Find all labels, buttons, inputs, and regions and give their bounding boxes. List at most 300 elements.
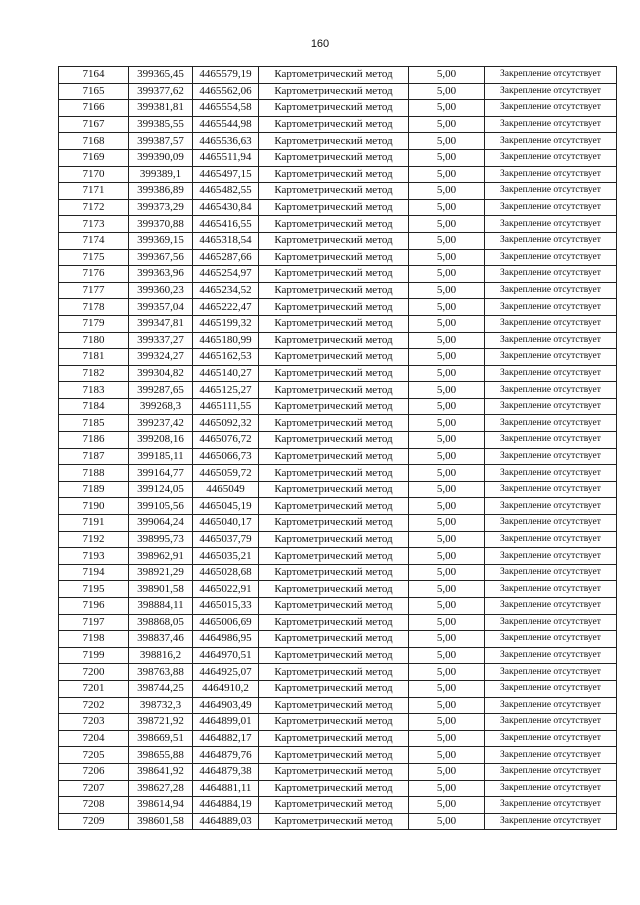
y-coordinate-cell: 4465430,84 [193,199,259,216]
x-coordinate-cell: 399164,77 [129,465,193,482]
method-cell: Картометрический метод [259,83,409,100]
fixing-description-cell: Закрепление отсутствует [485,149,617,166]
accuracy-cell: 5,00 [409,481,485,498]
accuracy-cell: 5,00 [409,664,485,681]
method-cell: Картометрический метод [259,797,409,814]
table-row [59,116,617,133]
x-coordinate-cell: 398669,51 [129,730,193,747]
point-number-cell: 7201 [59,680,129,697]
accuracy-cell: 5,00 [409,680,485,697]
table-row [59,697,617,714]
fixing-description-cell: Закрепление отсутствует [485,299,617,316]
accuracy-cell: 5,00 [409,365,485,382]
table-row [59,398,617,415]
method-cell: Картометрический метод [259,697,409,714]
y-coordinate-cell: 4465222,47 [193,299,259,316]
method-cell: Картометрический метод [259,67,409,84]
point-number-cell: 7191 [59,515,129,532]
y-coordinate-cell: 4465536,63 [193,133,259,150]
point-number-cell: 7170 [59,166,129,183]
table-row [59,365,617,382]
fixing-description-cell: Закрепление отсутствует [485,432,617,449]
x-coordinate-cell: 398837,46 [129,631,193,648]
y-coordinate-cell: 4465562,06 [193,83,259,100]
table-row [59,564,617,581]
accuracy-cell: 5,00 [409,133,485,150]
accuracy-cell: 5,00 [409,266,485,283]
method-cell: Картометрический метод [259,199,409,216]
accuracy-cell: 5,00 [409,432,485,449]
y-coordinate-cell: 4465511,94 [193,149,259,166]
table-row [59,166,617,183]
method-cell: Картометрический метод [259,763,409,780]
table-row [59,282,617,299]
accuracy-cell: 5,00 [409,465,485,482]
x-coordinate-cell: 399105,56 [129,498,193,515]
table-row [59,664,617,681]
y-coordinate-cell: 4465180,99 [193,332,259,349]
point-number-cell: 7175 [59,249,129,266]
point-number-cell: 7198 [59,631,129,648]
table-row [59,531,617,548]
table-row [59,216,617,233]
method-cell: Картометрический метод [259,498,409,515]
table-row [59,813,617,830]
table-row [59,249,617,266]
method-cell: Картометрический метод [259,747,409,764]
point-number-cell: 7176 [59,266,129,283]
method-cell: Картометрический метод [259,680,409,697]
table-row [59,299,617,316]
accuracy-cell: 5,00 [409,249,485,266]
x-coordinate-cell: 399389,1 [129,166,193,183]
y-coordinate-cell: 4465035,21 [193,548,259,565]
x-coordinate-cell: 399387,57 [129,133,193,150]
point-number-cell: 7207 [59,780,129,797]
method-cell: Картометрический метод [259,614,409,631]
y-coordinate-cell: 4464970,51 [193,647,259,664]
x-coordinate-cell: 399360,23 [129,282,193,299]
accuracy-cell: 5,00 [409,564,485,581]
accuracy-cell: 5,00 [409,183,485,200]
x-coordinate-cell: 398921,29 [129,564,193,581]
accuracy-cell: 5,00 [409,581,485,598]
table-row [59,481,617,498]
method-cell: Картометрический метод [259,415,409,432]
x-coordinate-cell: 398744,25 [129,680,193,697]
method-cell: Картометрический метод [259,398,409,415]
point-number-cell: 7203 [59,714,129,731]
y-coordinate-cell: 4464879,38 [193,763,259,780]
y-coordinate-cell: 4465482,55 [193,183,259,200]
x-coordinate-cell: 398901,58 [129,581,193,598]
method-cell: Картометрический метод [259,631,409,648]
fixing-description-cell: Закрепление отсутствует [485,581,617,598]
point-number-cell: 7180 [59,332,129,349]
x-coordinate-cell: 399365,45 [129,67,193,84]
point-number-cell: 7204 [59,730,129,747]
table-row [59,498,617,515]
fixing-description-cell: Закрепление отсутствует [485,714,617,731]
x-coordinate-cell: 399268,3 [129,398,193,415]
fixing-description-cell: Закрепление отсутствует [485,199,617,216]
point-number-cell: 7173 [59,216,129,233]
y-coordinate-cell: 4465022,91 [193,581,259,598]
accuracy-cell: 5,00 [409,166,485,183]
fixing-description-cell: Закрепление отсутствует [485,249,617,266]
fixing-description-cell: Закрепление отсутствует [485,813,617,830]
y-coordinate-cell: 4464899,01 [193,714,259,731]
y-coordinate-cell: 4465579,19 [193,67,259,84]
accuracy-cell: 5,00 [409,100,485,117]
x-coordinate-cell: 398627,28 [129,780,193,797]
table-row [59,382,617,399]
fixing-description-cell: Закрепление отсутствует [485,349,617,366]
method-cell: Картометрический метод [259,299,409,316]
table-row [59,465,617,482]
fixing-description-cell: Закрепление отсутствует [485,763,617,780]
fixing-description-cell: Закрепление отсутствует [485,780,617,797]
x-coordinate-cell: 399347,81 [129,315,193,332]
point-number-cell: 7208 [59,797,129,814]
table-row [59,614,617,631]
point-number-cell: 7168 [59,133,129,150]
table-row [59,415,617,432]
method-cell: Картометрический метод [259,432,409,449]
table-row [59,763,617,780]
y-coordinate-cell: 4465006,69 [193,614,259,631]
point-number-cell: 7206 [59,763,129,780]
accuracy-cell: 5,00 [409,349,485,366]
point-number-cell: 7167 [59,116,129,133]
accuracy-cell: 5,00 [409,515,485,532]
y-coordinate-cell: 4465076,72 [193,432,259,449]
y-coordinate-cell: 4465028,68 [193,564,259,581]
method-cell: Картометрический метод [259,382,409,399]
fixing-description-cell: Закрепление отсутствует [485,730,617,747]
fixing-description-cell: Закрепление отсутствует [485,232,617,249]
point-number-cell: 7171 [59,183,129,200]
point-number-cell: 7169 [59,149,129,166]
fixing-description-cell: Закрепление отсутствует [485,183,617,200]
table-row [59,83,617,100]
fixing-description-cell: Закрепление отсутствует [485,100,617,117]
accuracy-cell: 5,00 [409,697,485,714]
method-cell: Картометрический метод [259,183,409,200]
y-coordinate-cell: 4465059,72 [193,465,259,482]
x-coordinate-cell: 399287,65 [129,382,193,399]
x-coordinate-cell: 399185,11 [129,448,193,465]
fixing-description-cell: Закрепление отсутствует [485,747,617,764]
x-coordinate-cell: 398995,73 [129,531,193,548]
fixing-description-cell: Закрепление отсутствует [485,116,617,133]
method-cell: Картометрический метод [259,266,409,283]
y-coordinate-cell: 4465125,27 [193,382,259,399]
y-coordinate-cell: 4465199,32 [193,315,259,332]
method-cell: Картометрический метод [259,282,409,299]
y-coordinate-cell: 4464879,76 [193,747,259,764]
y-coordinate-cell: 4465554,58 [193,100,259,117]
y-coordinate-cell: 4465287,66 [193,249,259,266]
y-coordinate-cell: 4465140,27 [193,365,259,382]
fixing-description-cell: Закрепление отсутствует [485,631,617,648]
point-number-cell: 7165 [59,83,129,100]
fixing-description-cell: Закрепление отсутствует [485,83,617,100]
method-cell: Картометрический метод [259,813,409,830]
fixing-description-cell: Закрепление отсутствует [485,67,617,84]
fixing-description-cell: Закрепление отсутствует [485,680,617,697]
point-number-cell: 7166 [59,100,129,117]
x-coordinate-cell: 398641,92 [129,763,193,780]
accuracy-cell: 5,00 [409,531,485,548]
y-coordinate-cell: 4464910,2 [193,680,259,697]
y-coordinate-cell: 4465092,32 [193,415,259,432]
fixing-description-cell: Закрепление отсутствует [485,282,617,299]
x-coordinate-cell: 399124,05 [129,481,193,498]
point-number-cell: 7202 [59,697,129,714]
accuracy-cell: 5,00 [409,797,485,814]
accuracy-cell: 5,00 [409,216,485,233]
y-coordinate-cell: 4464889,03 [193,813,259,830]
table-row [59,730,617,747]
fixing-description-cell: Закрепление отсутствует [485,515,617,532]
point-number-cell: 7174 [59,232,129,249]
accuracy-cell: 5,00 [409,598,485,615]
x-coordinate-cell: 399357,04 [129,299,193,316]
fixing-description-cell: Закрепление отсутствует [485,797,617,814]
fixing-description-cell: Закрепление отсутствует [485,216,617,233]
method-cell: Картометрический метод [259,481,409,498]
table-row [59,548,617,565]
method-cell: Картометрический метод [259,232,409,249]
table-row [59,315,617,332]
x-coordinate-cell: 398763,88 [129,664,193,681]
y-coordinate-cell: 4465254,97 [193,266,259,283]
table-row [59,647,617,664]
x-coordinate-cell: 399304,82 [129,365,193,382]
coordinates-table-body [59,67,617,830]
x-coordinate-cell: 399369,15 [129,232,193,249]
point-number-cell: 7186 [59,432,129,449]
accuracy-cell: 5,00 [409,149,485,166]
accuracy-cell: 5,00 [409,67,485,84]
x-coordinate-cell: 398614,94 [129,797,193,814]
y-coordinate-cell: 4465318,54 [193,232,259,249]
method-cell: Картометрический метод [259,315,409,332]
method-cell: Картометрический метод [259,365,409,382]
fixing-description-cell: Закрепление отсутствует [485,415,617,432]
point-number-cell: 7200 [59,664,129,681]
fixing-description-cell: Закрепление отсутствует [485,332,617,349]
fixing-description-cell: Закрепление отсутствует [485,465,617,482]
point-number-cell: 7199 [59,647,129,664]
fixing-description-cell: Закрепление отсутствует [485,448,617,465]
fixing-description-cell: Закрепление отсутствует [485,664,617,681]
table-row [59,515,617,532]
table-row [59,149,617,166]
point-number-cell: 7197 [59,614,129,631]
method-cell: Картометрический метод [259,349,409,366]
table-row [59,266,617,283]
x-coordinate-cell: 398962,91 [129,548,193,565]
point-number-cell: 7190 [59,498,129,515]
point-number-cell: 7183 [59,382,129,399]
accuracy-cell: 5,00 [409,714,485,731]
point-number-cell: 7164 [59,67,129,84]
table-row [59,183,617,200]
accuracy-cell: 5,00 [409,315,485,332]
method-cell: Картометрический метод [259,780,409,797]
x-coordinate-cell: 398721,92 [129,714,193,731]
point-number-cell: 7194 [59,564,129,581]
fixing-description-cell: Закрепление отсутствует [485,531,617,548]
x-coordinate-cell: 399337,27 [129,332,193,349]
fixing-description-cell: Закрепление отсутствует [485,382,617,399]
point-number-cell: 7185 [59,415,129,432]
x-coordinate-cell: 399208,16 [129,432,193,449]
page-number: 160 [310,38,330,50]
method-cell: Картометрический метод [259,664,409,681]
x-coordinate-cell: 398732,3 [129,697,193,714]
x-coordinate-cell: 399386,89 [129,183,193,200]
x-coordinate-cell: 399381,81 [129,100,193,117]
table-row [59,780,617,797]
x-coordinate-cell: 399064,24 [129,515,193,532]
fixing-description-cell: Закрепление отсутствует [485,166,617,183]
method-cell: Картометрический метод [259,216,409,233]
table-row [59,100,617,117]
table-row [59,199,617,216]
y-coordinate-cell: 4464925,07 [193,664,259,681]
accuracy-cell: 5,00 [409,647,485,664]
x-coordinate-cell: 398655,88 [129,747,193,764]
point-number-cell: 7195 [59,581,129,598]
y-coordinate-cell: 4465111,55 [193,398,259,415]
point-number-cell: 7178 [59,299,129,316]
point-number-cell: 7205 [59,747,129,764]
point-number-cell: 7192 [59,531,129,548]
point-number-cell: 7182 [59,365,129,382]
x-coordinate-cell: 399367,56 [129,249,193,266]
point-number-cell: 7184 [59,398,129,415]
accuracy-cell: 5,00 [409,747,485,764]
point-number-cell: 7188 [59,465,129,482]
y-coordinate-cell: 4465037,79 [193,531,259,548]
accuracy-cell: 5,00 [409,382,485,399]
accuracy-cell: 5,00 [409,83,485,100]
table-row [59,133,617,150]
point-number-cell: 7187 [59,448,129,465]
method-cell: Картометрический метод [259,647,409,664]
accuracy-cell: 5,00 [409,116,485,133]
method-cell: Картометрический метод [259,564,409,581]
accuracy-cell: 5,00 [409,813,485,830]
method-cell: Картометрический метод [259,100,409,117]
x-coordinate-cell: 398816,2 [129,647,193,664]
method-cell: Картометрический метод [259,730,409,747]
method-cell: Картометрический метод [259,598,409,615]
x-coordinate-cell: 399237,42 [129,415,193,432]
y-coordinate-cell: 4465045,19 [193,498,259,515]
y-coordinate-cell: 4464884,19 [193,797,259,814]
accuracy-cell: 5,00 [409,631,485,648]
table-row [59,797,617,814]
point-number-cell: 7193 [59,548,129,565]
method-cell: Картометрический метод [259,448,409,465]
point-number-cell: 7209 [59,813,129,830]
point-number-cell: 7181 [59,349,129,366]
fixing-description-cell: Закрепление отсутствует [485,564,617,581]
accuracy-cell: 5,00 [409,199,485,216]
method-cell: Картометрический метод [259,166,409,183]
y-coordinate-cell: 4465497,15 [193,166,259,183]
x-coordinate-cell: 399377,62 [129,83,193,100]
y-coordinate-cell: 4465049 [193,481,259,498]
accuracy-cell: 5,00 [409,398,485,415]
y-coordinate-cell: 4464881,11 [193,780,259,797]
y-coordinate-cell: 4465040,17 [193,515,259,532]
table-row [59,714,617,731]
y-coordinate-cell: 4464986,95 [193,631,259,648]
method-cell: Картометрический метод [259,116,409,133]
fixing-description-cell: Закрепление отсутствует [485,697,617,714]
accuracy-cell: 5,00 [409,763,485,780]
x-coordinate-cell: 399363,96 [129,266,193,283]
fixing-description-cell: Закрепление отсутствует [485,647,617,664]
fixing-description-cell: Закрепление отсутствует [485,598,617,615]
point-number-cell: 7196 [59,598,129,615]
accuracy-cell: 5,00 [409,299,485,316]
fixing-description-cell: Закрепление отсутствует [485,133,617,150]
method-cell: Картометрический метод [259,548,409,565]
table-row [59,581,617,598]
table-row [59,680,617,697]
fixing-description-cell: Закрепление отсутствует [485,266,617,283]
accuracy-cell: 5,00 [409,614,485,631]
table-row [59,747,617,764]
fixing-description-cell: Закрепление отсутствует [485,548,617,565]
x-coordinate-cell: 398868,05 [129,614,193,631]
y-coordinate-cell: 4465162,53 [193,349,259,366]
y-coordinate-cell: 4465416,55 [193,216,259,233]
y-coordinate-cell: 4465234,52 [193,282,259,299]
table-row [59,631,617,648]
table-row [59,232,617,249]
x-coordinate-cell: 399324,27 [129,349,193,366]
x-coordinate-cell: 399390,09 [129,149,193,166]
table-row [59,349,617,366]
fixing-description-cell: Закрепление отсутствует [485,614,617,631]
method-cell: Картометрический метод [259,714,409,731]
x-coordinate-cell: 399385,55 [129,116,193,133]
accuracy-cell: 5,00 [409,448,485,465]
accuracy-cell: 5,00 [409,232,485,249]
x-coordinate-cell: 399373,29 [129,199,193,216]
accuracy-cell: 5,00 [409,415,485,432]
table-row [59,448,617,465]
method-cell: Картометрический метод [259,531,409,548]
fixing-description-cell: Закрепление отсутствует [485,481,617,498]
table-row [59,332,617,349]
accuracy-cell: 5,00 [409,548,485,565]
x-coordinate-cell: 398884,11 [129,598,193,615]
fixing-description-cell: Закрепление отсутствует [485,498,617,515]
x-coordinate-cell: 398601,58 [129,813,193,830]
method-cell: Картометрический метод [259,149,409,166]
y-coordinate-cell: 4464903,49 [193,697,259,714]
y-coordinate-cell: 4465544,98 [193,116,259,133]
accuracy-cell: 5,00 [409,730,485,747]
